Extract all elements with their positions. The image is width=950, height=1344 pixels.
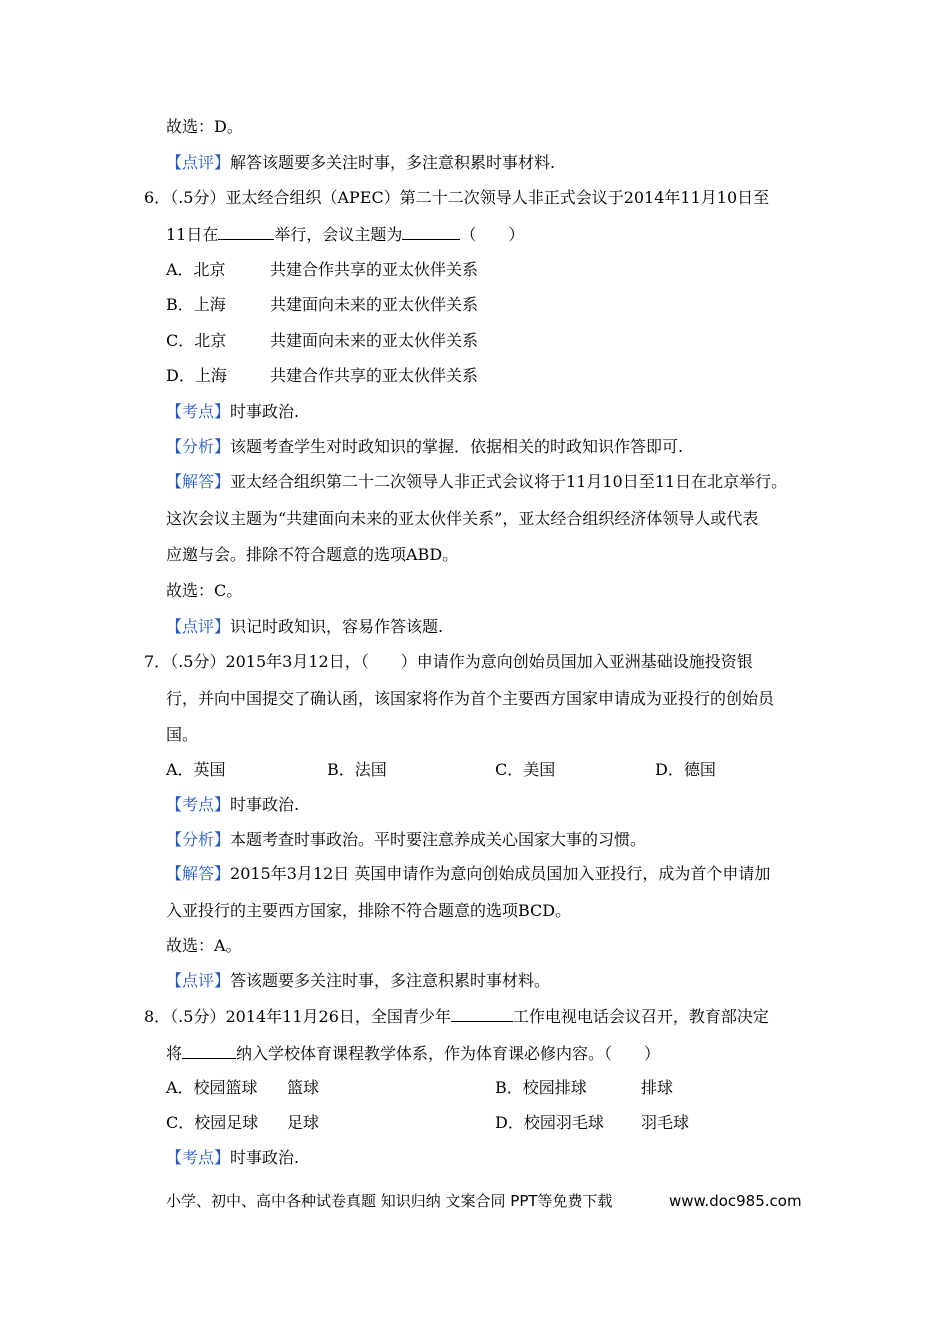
q6-answer: 故选：C。	[166, 581, 243, 600]
q7-fenxi: 【分析】本题考查时事政治。平时要注意养成关心国家大事的习惯。	[166, 830, 647, 849]
q6-review: 【点评】识记时政知识，容易作答该题.	[166, 617, 444, 636]
footer-url[interactable]: www.doc985.com	[669, 1192, 802, 1210]
q7-option-c: C．美国	[495, 760, 556, 779]
q6-option-a-text: 共建合作共享的亚太伙伴关系	[270, 260, 479, 279]
question-8-stem-line1: 8．（.5分）2014年11月26日，全国青少年 工作电视电话会议召开，教育部决定	[144, 1007, 769, 1026]
q8-option-a-text: 篮球	[287, 1078, 320, 1097]
q8-option-b-text: 排球	[641, 1078, 674, 1097]
q6-kaodian: 【考点】时事政治.	[166, 402, 300, 421]
q8-option-b: B．校园排球	[495, 1078, 587, 1097]
question-7-stem-line1: 7．（.5分）2015年3月12日，（ ）申请作为意向创始员国加入亚洲基础设施投资银	[144, 652, 753, 671]
q6-option-b-text: 共建面向未来的亚太伙伴关系	[270, 295, 479, 314]
q6-jieda-line3: 应邀与会。排除不符合题意的选项ABD。	[166, 545, 459, 564]
question-7-stem-line3: 国。	[166, 725, 199, 744]
q7-kaodian: 【考点】时事政治.	[166, 795, 300, 814]
question-6-stem-line2: 11日在 举行，会议主题为 （ ）	[166, 225, 525, 244]
q6-option-d: D．上海	[166, 366, 227, 385]
answer-blank	[402, 224, 460, 240]
q8-option-c-text: 足球	[287, 1113, 320, 1132]
q7-option-a: A．英国	[166, 760, 226, 779]
answer-blank	[182, 1043, 236, 1059]
q8-kaodian: 【考点】时事政治.	[166, 1148, 300, 1167]
q6-option-c: C．北京	[166, 331, 227, 350]
question-8-stem-line2: 将 纳入学校体育课程教学体系，作为体育课必修内容。（ ）	[166, 1044, 661, 1063]
q8-option-a: A．校园篮球	[166, 1078, 258, 1097]
q6-fenxi: 【分析】该题考查学生对时政知识的掌握．依据相关的时政知识作答即可.	[166, 437, 684, 456]
q6-jieda-line2: 这次会议主题为“共建面向未来的亚太伙伴关系”，亚太经合组织经济体领导人或代表	[166, 509, 759, 528]
q6-option-c-text: 共建面向未来的亚太伙伴关系	[270, 331, 479, 350]
q7-option-d: D．德国	[655, 760, 716, 779]
prev-answer: 故选：D。	[166, 117, 243, 136]
q6-jieda-line1: 【解答】亚太经合组织第二十二次领导人非正式会议将于11月10日至11日在北京举行。	[166, 472, 788, 491]
q8-option-d: D．校园羽毛球	[495, 1113, 604, 1132]
review-tag: 【点评】	[166, 153, 231, 172]
question-6-stem-line1: 6．（.5分）亚太经合组织（APEC）第二十二次领导人非正式会议于2014年11月10日至	[144, 188, 770, 207]
q7-jieda-line2: 入亚投行的主要西方国家，排除不符合题意的选项BCD。	[166, 901, 572, 920]
footer-text: 小学、初中、高中各种试卷真题 知识归纳 文案合同 PPT等免费下载	[166, 1192, 613, 1210]
review-text: 解答该题要多关注时事，多注意积累时事材料.	[230, 153, 556, 172]
prev-review	[166, 153, 555, 173]
answer-blank	[451, 1006, 513, 1022]
q6-option-a: A．北京	[166, 260, 226, 279]
q6-option-b: B．上海	[166, 295, 226, 314]
q7-review: 【点评】答该题要多关注时事，多注意积累时事材料。	[166, 971, 551, 990]
q8-option-d-text: 羽毛球	[641, 1113, 690, 1132]
q7-option-b: B．法国	[327, 760, 387, 779]
q7-answer: 故选：A。	[166, 936, 242, 955]
question-7-stem-line2: 行，并向中国提交了确认函，该国家将作为首个主要西方国家申请成为亚投行的创始员	[166, 689, 775, 708]
answer-blank	[218, 224, 274, 240]
q8-option-c: C．校园足球	[166, 1113, 259, 1132]
q7-jieda-line1: 【解答】2015年3月12日 英国申请作为意向创始成员国加入亚投行，成为首个申请加	[166, 864, 771, 883]
q6-option-d-text: 共建合作共享的亚太伙伴关系	[270, 366, 479, 385]
